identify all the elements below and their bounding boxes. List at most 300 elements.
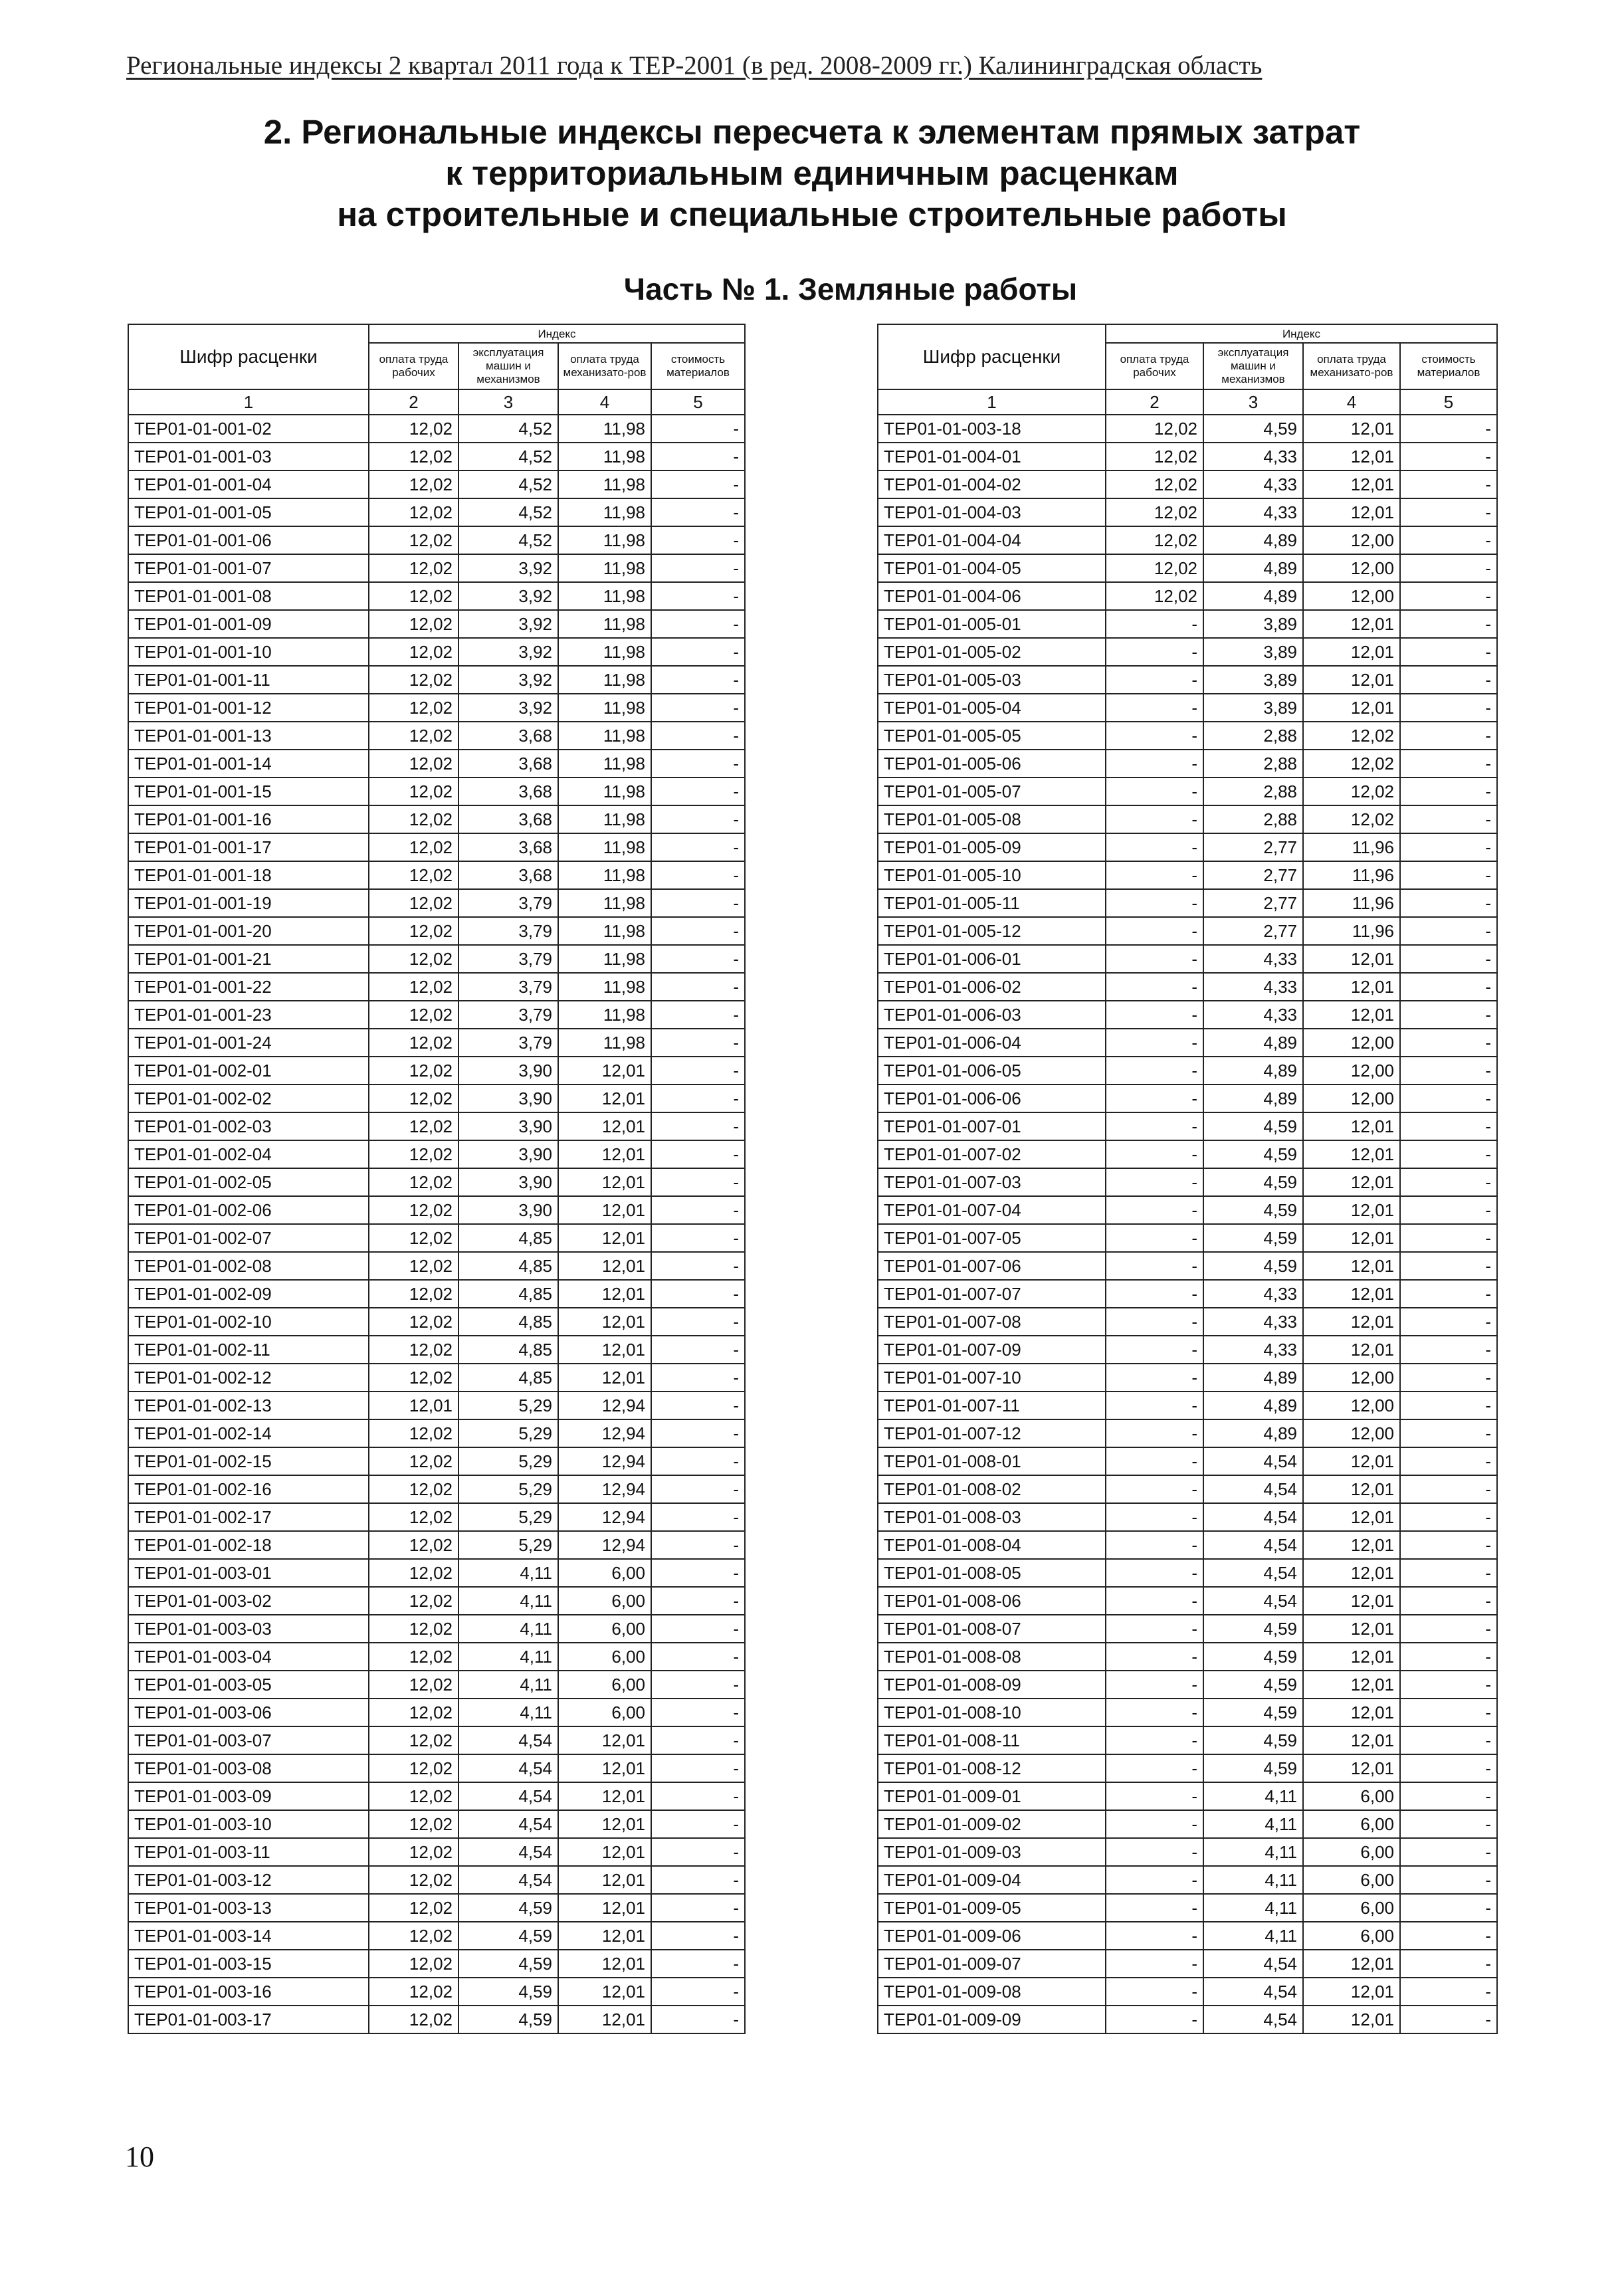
materials-index-cell: - [651, 1950, 745, 1978]
table-row [128, 610, 745, 638]
operators-index-cell: 11,96 [1303, 833, 1400, 861]
rate-code-cell: ТЕР01-01-003-09 [128, 1782, 369, 1810]
machines-index-cell: 4,52 [458, 526, 558, 554]
rate-code-cell: ТЕР01-01-001-09 [128, 610, 369, 638]
labor-index-cell: - [1106, 1587, 1203, 1615]
operators-index-cell: 12,01 [558, 1280, 651, 1308]
labor-index-cell: 12,02 [369, 1001, 458, 1029]
machines-index-cell: 2,77 [1203, 861, 1303, 889]
operators-index-cell: 12,01 [1303, 1001, 1400, 1029]
table-row [128, 1782, 745, 1810]
rate-code-cell: ТЕР01-01-009-05 [878, 1894, 1106, 1922]
operators-index-cell: 12,00 [1303, 1057, 1400, 1085]
table-row [878, 1950, 1497, 1978]
labor-index-cell: 12,02 [1106, 526, 1203, 554]
materials-index-cell: - [651, 1280, 745, 1308]
operators-index-cell: 11,98 [558, 694, 651, 722]
rate-code-cell: ТЕР01-01-001-12 [128, 694, 369, 722]
table-row [878, 1029, 1497, 1057]
table-row [128, 1671, 745, 1699]
rate-code-cell: ТЕР01-01-003-04 [128, 1643, 369, 1671]
rate-code-cell: ТЕР01-01-001-05 [128, 498, 369, 526]
labor-index-cell: 12,02 [369, 1838, 458, 1866]
machines-index-cell: 4,59 [458, 1922, 558, 1950]
materials-index-cell: - [1400, 1168, 1497, 1196]
machines-index-cell: 4,59 [1203, 1643, 1303, 1671]
machines-index-cell: 4,33 [1203, 1336, 1303, 1364]
rate-code-cell: ТЕР01-01-002-11 [128, 1336, 369, 1364]
table-row [878, 666, 1497, 694]
table-row [878, 861, 1497, 889]
materials-index-cell: - [1400, 750, 1497, 777]
materials-index-cell: - [651, 973, 745, 1001]
operators-index-cell: 12,01 [1303, 2006, 1400, 2033]
rate-code-cell: ТЕР01-01-001-08 [128, 582, 369, 610]
labor-index-cell: 12,02 [1106, 470, 1203, 498]
rate-code-cell: ТЕР01-01-002-05 [128, 1168, 369, 1196]
machines-index-cell: 3,90 [458, 1196, 558, 1224]
materials-index-cell: - [1400, 973, 1497, 1001]
rate-code-cell: ТЕР01-01-009-02 [878, 1810, 1106, 1838]
machines-index-cell: 4,85 [458, 1336, 558, 1364]
table-row [128, 1419, 745, 1447]
labor-index-cell: 12,02 [369, 1615, 458, 1643]
materials-index-cell: - [1400, 610, 1497, 638]
labor-index-cell: - [1106, 1671, 1203, 1699]
page-number: 10 [125, 2140, 154, 2173]
materials-index-cell: - [651, 1001, 745, 1029]
column-number: 1 [878, 389, 1106, 415]
table-row [878, 1392, 1497, 1419]
labor-index-cell: - [1106, 1559, 1203, 1587]
labor-index-cell: 12,02 [369, 722, 458, 750]
machines-index-cell: 4,59 [1203, 1112, 1303, 1140]
table-row [128, 1112, 745, 1140]
table-row [878, 1001, 1497, 1029]
rate-code-cell: ТЕР01-01-003-08 [128, 1754, 369, 1782]
operators-index-cell: 11,96 [1303, 889, 1400, 917]
table-row [878, 1866, 1497, 1894]
machines-index-cell: 4,59 [458, 1978, 558, 2006]
materials-index-cell: - [1400, 1587, 1497, 1615]
rate-code-cell: ТЕР01-01-004-04 [878, 526, 1106, 554]
rate-code-cell: ТЕР01-01-008-10 [878, 1699, 1106, 1726]
materials-index-cell: - [651, 1726, 745, 1754]
operators-index-cell: 12,01 [1303, 1196, 1400, 1224]
table-row [128, 443, 745, 470]
column-number: 4 [558, 389, 651, 415]
table-row [128, 582, 745, 610]
labor-index-cell: 12,02 [369, 470, 458, 498]
labor-index-cell: - [1106, 1810, 1203, 1838]
column-number: 3 [458, 389, 558, 415]
table-row [128, 1057, 745, 1085]
rate-code-cell: ТЕР01-01-001-21 [128, 945, 369, 973]
rate-code-cell: ТЕР01-01-004-02 [878, 470, 1106, 498]
operators-index-cell: 12,01 [1303, 1726, 1400, 1754]
machines-column-header: эксплуатация машин и механизмов [458, 343, 558, 389]
rate-code-cell: ТЕР01-01-005-12 [878, 917, 1106, 945]
rate-code-cell: ТЕР01-01-007-04 [878, 1196, 1106, 1224]
labor-index-cell: - [1106, 1112, 1203, 1140]
materials-index-cell: - [1400, 1643, 1497, 1671]
materials-index-cell: - [651, 582, 745, 610]
operators-index-cell: 12,02 [1303, 722, 1400, 750]
rate-code-cell: ТЕР01-01-009-04 [878, 1866, 1106, 1894]
table-row [878, 1754, 1497, 1782]
materials-index-cell: - [1400, 1838, 1497, 1866]
operators-index-cell: 12,01 [1303, 1559, 1400, 1587]
rate-code-cell: ТЕР01-01-003-12 [128, 1866, 369, 1894]
rate-code-cell: ТЕР01-01-001-23 [128, 1001, 369, 1029]
materials-index-cell: - [1400, 1615, 1497, 1643]
rate-code-cell: ТЕР01-01-007-03 [878, 1168, 1106, 1196]
operators-index-cell: 11,98 [558, 722, 651, 750]
materials-index-cell: - [651, 470, 745, 498]
table-row [128, 1252, 745, 1280]
materials-index-cell: - [651, 889, 745, 917]
labor-index-cell: - [1106, 1252, 1203, 1280]
labor-index-cell: 12,02 [369, 1224, 458, 1252]
table-row [128, 2006, 745, 2033]
machines-index-cell: 3,92 [458, 554, 558, 582]
machines-index-cell: 3,79 [458, 1001, 558, 1029]
operators-index-cell: 12,01 [558, 1810, 651, 1838]
labor-index-cell: - [1106, 638, 1203, 666]
rate-code-cell: ТЕР01-01-006-01 [878, 945, 1106, 973]
rate-code-cell: ТЕР01-01-002-16 [128, 1475, 369, 1503]
rate-code-cell: ТЕР01-01-008-03 [878, 1503, 1106, 1531]
materials-index-cell: - [1400, 1754, 1497, 1782]
operators-index-cell: 12,01 [558, 1782, 651, 1810]
labor-index-cell: - [1106, 1922, 1203, 1950]
table-row [878, 443, 1497, 470]
table-row [878, 1922, 1497, 1950]
machines-index-cell: 3,90 [458, 1112, 558, 1140]
table-row [128, 1838, 745, 1866]
table-row [128, 945, 745, 973]
labor-index-cell: 12,02 [369, 2006, 458, 2033]
machines-index-cell: 2,88 [1203, 777, 1303, 805]
table-row [128, 1615, 745, 1643]
labor-index-cell: - [1106, 1978, 1203, 2006]
materials-index-cell: - [1400, 443, 1497, 470]
rate-code-cell: ТЕР01-01-007-02 [878, 1140, 1106, 1168]
rate-code-cell: ТЕР01-01-001-11 [128, 666, 369, 694]
labor-index-cell: - [1106, 861, 1203, 889]
table-row [878, 1057, 1497, 1085]
materials-index-cell: - [1400, 2006, 1497, 2033]
operators-index-cell: 6,00 [558, 1559, 651, 1587]
materials-index-cell: - [1400, 1782, 1497, 1810]
operators-index-cell: 11,98 [558, 805, 651, 833]
table-row [878, 526, 1497, 554]
table-row [128, 1699, 745, 1726]
materials-index-cell: - [651, 1671, 745, 1699]
materials-index-cell: - [1400, 1475, 1497, 1503]
operators-index-cell: 12,00 [1303, 1085, 1400, 1112]
labor-index-cell: - [1106, 833, 1203, 861]
table-row [878, 1168, 1497, 1196]
machines-column-header: эксплуатация машин и механизмов [1203, 343, 1303, 389]
index-table-left [128, 324, 746, 2034]
section-title [159, 112, 1465, 235]
machines-index-cell: 4,59 [1203, 1224, 1303, 1252]
table-row [128, 498, 745, 526]
materials-index-cell: - [651, 1392, 745, 1419]
materials-index-cell: - [1400, 498, 1497, 526]
machines-index-cell: 2,77 [1203, 833, 1303, 861]
operators-index-cell: 12,01 [1303, 1140, 1400, 1168]
operators-index-cell: 11,98 [558, 638, 651, 666]
materials-index-cell: - [651, 777, 745, 805]
machines-index-cell: 3,79 [458, 917, 558, 945]
labor-index-cell: 12,02 [369, 1196, 458, 1224]
table-row [128, 1364, 745, 1392]
table-row [878, 1112, 1497, 1140]
machines-index-cell: 4,11 [458, 1671, 558, 1699]
machines-index-cell: 3,68 [458, 833, 558, 861]
labor-index-cell: - [1106, 1308, 1203, 1336]
operators-index-cell: 12,00 [1303, 1364, 1400, 1392]
rate-code-cell: ТЕР01-01-005-07 [878, 777, 1106, 805]
column-number: 2 [1106, 389, 1203, 415]
index-table-right [877, 324, 1498, 2034]
operators-index-cell: 12,01 [1303, 1112, 1400, 1140]
rate-code-cell: ТЕР01-01-008-08 [878, 1643, 1106, 1671]
labor-index-cell: 12,02 [369, 1643, 458, 1671]
operators-index-cell: 12,00 [1303, 526, 1400, 554]
machines-index-cell: 4,59 [1203, 1196, 1303, 1224]
labor-index-cell: 12,02 [1106, 582, 1203, 610]
materials-index-cell: - [651, 1810, 745, 1838]
labor-index-cell: 12,02 [369, 1671, 458, 1699]
rate-code-cell: ТЕР01-01-006-05 [878, 1057, 1106, 1085]
rate-code-cell: ТЕР01-01-007-07 [878, 1280, 1106, 1308]
rate-code-cell: ТЕР01-01-007-10 [878, 1364, 1106, 1392]
materials-index-cell: - [651, 1643, 745, 1671]
materials-index-cell: - [1400, 554, 1497, 582]
machines-index-cell: 4,33 [1203, 1001, 1303, 1029]
materials-index-cell: - [1400, 470, 1497, 498]
materials-index-cell: - [651, 1699, 745, 1726]
materials-index-cell: - [1400, 1810, 1497, 1838]
materials-index-cell: - [651, 1336, 745, 1364]
machines-index-cell: 4,85 [458, 1252, 558, 1280]
machines-index-cell: 3,92 [458, 666, 558, 694]
table-row [878, 1838, 1497, 1866]
table-row [128, 1392, 745, 1419]
table-row [128, 1475, 745, 1503]
table-row [878, 1224, 1497, 1252]
table-row [878, 805, 1497, 833]
machines-index-cell: 4,89 [1203, 1419, 1303, 1447]
operators-index-cell: 12,02 [1303, 777, 1400, 805]
labor-index-cell: 12,02 [369, 1168, 458, 1196]
operators-index-cell: 12,01 [558, 1894, 651, 1922]
machines-index-cell: 4,33 [1203, 945, 1303, 973]
table-row [128, 1140, 745, 1168]
labor-index-cell: - [1106, 1950, 1203, 1978]
table-row [128, 1280, 745, 1308]
table-row [128, 1029, 745, 1057]
labor-index-cell: 12,02 [369, 1364, 458, 1392]
operators-index-cell: 12,01 [1303, 1503, 1400, 1531]
materials-index-cell: - [1400, 694, 1497, 722]
labor-index-cell: - [1106, 1140, 1203, 1168]
table-row [878, 1615, 1497, 1643]
labor-index-cell: 12,02 [369, 833, 458, 861]
operators-index-cell: 6,00 [558, 1615, 651, 1643]
machines-index-cell: 4,54 [458, 1866, 558, 1894]
operators-index-cell: 12,01 [1303, 1280, 1400, 1308]
table-row [128, 1308, 745, 1336]
rate-code-cell: ТЕР01-01-008-05 [878, 1559, 1106, 1587]
table-row [128, 722, 745, 750]
table-row [878, 1978, 1497, 2006]
table-row [128, 694, 745, 722]
table-row [878, 973, 1497, 1001]
table-row [878, 1810, 1497, 1838]
rate-code-cell: ТЕР01-01-004-03 [878, 498, 1106, 526]
materials-index-cell: - [651, 694, 745, 722]
operators-index-cell: 12,01 [1303, 1699, 1400, 1726]
labor-index-cell: 12,02 [369, 666, 458, 694]
operators-index-cell: 12,01 [558, 1224, 651, 1252]
machines-index-cell: 5,29 [458, 1392, 558, 1419]
machines-index-cell: 4,11 [458, 1587, 558, 1615]
operators-index-cell: 6,00 [558, 1587, 651, 1615]
rate-code-cell: ТЕР01-01-002-02 [128, 1085, 369, 1112]
labor-index-cell: - [1106, 1419, 1203, 1447]
machines-index-cell: 4,52 [458, 498, 558, 526]
labor-index-cell: - [1106, 1447, 1203, 1475]
machines-index-cell: 3,90 [458, 1140, 558, 1168]
materials-index-cell: - [1400, 1029, 1497, 1057]
rate-code-cell: ТЕР01-01-001-22 [128, 973, 369, 1001]
table-row [878, 777, 1497, 805]
materials-index-cell: - [651, 443, 745, 470]
labor-index-cell: - [1106, 1364, 1203, 1392]
machines-index-cell: 4,59 [1203, 1699, 1303, 1726]
labor-index-cell: 12,02 [369, 498, 458, 526]
part-title: Часть № 1. Земляные работы [623, 272, 1078, 306]
machines-index-cell: 4,59 [458, 2006, 558, 2033]
materials-index-cell: - [651, 1559, 745, 1587]
materials-index-cell: - [651, 805, 745, 833]
machines-index-cell: 4,59 [1203, 1615, 1303, 1643]
machines-index-cell: 4,11 [458, 1643, 558, 1671]
rate-code-cell: ТЕР01-01-006-03 [878, 1001, 1106, 1029]
labor-index-cell: - [1106, 1196, 1203, 1224]
labor-index-cell: 12,02 [369, 1699, 458, 1726]
table-row [128, 861, 745, 889]
materials-index-cell: - [1400, 1922, 1497, 1950]
materials-index-cell: - [651, 1838, 745, 1866]
machines-index-cell: 4,85 [458, 1280, 558, 1308]
operators-index-cell: 12,01 [1303, 1224, 1400, 1252]
materials-index-cell: - [1400, 1531, 1497, 1559]
table-row [878, 1559, 1497, 1587]
operators-index-cell: 12,01 [558, 1838, 651, 1866]
machines-index-cell: 3,89 [1203, 694, 1303, 722]
labor-index-cell: 12,02 [369, 1419, 458, 1447]
rate-code-cell: ТЕР01-01-001-20 [128, 917, 369, 945]
materials-index-cell: - [651, 638, 745, 666]
machines-index-cell: 3,79 [458, 973, 558, 1001]
operators-index-cell: 12,02 [1303, 805, 1400, 833]
operators-index-cell: 11,98 [558, 666, 651, 694]
table-row [128, 1168, 745, 1196]
table-row [878, 610, 1497, 638]
labor-index-cell: 12,02 [369, 1866, 458, 1894]
rate-code-cell: ТЕР01-01-008-02 [878, 1475, 1106, 1503]
rate-code-cell: ТЕР01-01-004-01 [878, 443, 1106, 470]
machines-index-cell: 3,68 [458, 722, 558, 750]
operators-index-cell: 12,94 [558, 1475, 651, 1503]
operators-index-cell: 11,98 [558, 443, 651, 470]
rate-code-cell: ТЕР01-01-003-13 [128, 1894, 369, 1922]
table-row [878, 917, 1497, 945]
operators-index-cell: 12,01 [1303, 973, 1400, 1001]
materials-index-cell: - [651, 554, 745, 582]
machines-index-cell: 4,59 [1203, 1754, 1303, 1782]
rate-code-cell: ТЕР01-01-001-13 [128, 722, 369, 750]
labor-index-cell: - [1106, 1029, 1203, 1057]
rate-code-cell: ТЕР01-01-003-01 [128, 1559, 369, 1587]
table-row [128, 526, 745, 554]
labor-index-cell: - [1106, 1726, 1203, 1754]
machines-index-cell: 4,89 [1203, 526, 1303, 554]
machines-index-cell: 3,92 [458, 694, 558, 722]
running-header: Региональные индексы 2 квартал 2011 года к ТЕР-2001 (в ред. 2008-2009 гг.) Калининградская область [126, 51, 1263, 80]
machines-index-cell: 4,33 [1203, 470, 1303, 498]
table-row [878, 582, 1497, 610]
materials-index-cell: - [651, 1168, 745, 1196]
operators-index-cell: 11,98 [558, 498, 651, 526]
machines-index-cell: 3,90 [458, 1085, 558, 1112]
operators-index-cell: 12,01 [1303, 694, 1400, 722]
machines-index-cell: 4,59 [1203, 1252, 1303, 1280]
labor-index-cell: 12,02 [369, 1112, 458, 1140]
materials-column-header: стоимость материалов [1400, 343, 1497, 389]
labor-index-cell: 12,02 [1106, 498, 1203, 526]
machines-index-cell: 3,79 [458, 889, 558, 917]
operators-index-cell: 12,01 [1303, 666, 1400, 694]
materials-index-cell: - [651, 1252, 745, 1280]
materials-index-cell: - [1400, 1671, 1497, 1699]
operators-index-cell: 6,00 [558, 1699, 651, 1726]
table-row [878, 638, 1497, 666]
table-row [128, 1866, 745, 1894]
operators-index-cell: 6,00 [1303, 1782, 1400, 1810]
table-row [128, 1085, 745, 1112]
rate-code-cell: ТЕР01-01-001-16 [128, 805, 369, 833]
labor-index-cell: - [1106, 1894, 1203, 1922]
machines-index-cell: 4,54 [1203, 1503, 1303, 1531]
materials-index-cell: - [1400, 1280, 1497, 1308]
column-number: 2 [369, 389, 458, 415]
rate-code-cell: ТЕР01-01-003-03 [128, 1615, 369, 1643]
machines-index-cell: 3,90 [458, 1057, 558, 1085]
operators-index-cell: 12,01 [558, 1252, 651, 1280]
materials-index-cell: - [651, 1615, 745, 1643]
materials-index-cell: - [651, 2006, 745, 2033]
table-row [878, 694, 1497, 722]
machines-index-cell: 4,59 [1203, 1671, 1303, 1699]
rate-code-cell: ТЕР01-01-002-17 [128, 1503, 369, 1531]
machines-index-cell: 5,29 [458, 1447, 558, 1475]
